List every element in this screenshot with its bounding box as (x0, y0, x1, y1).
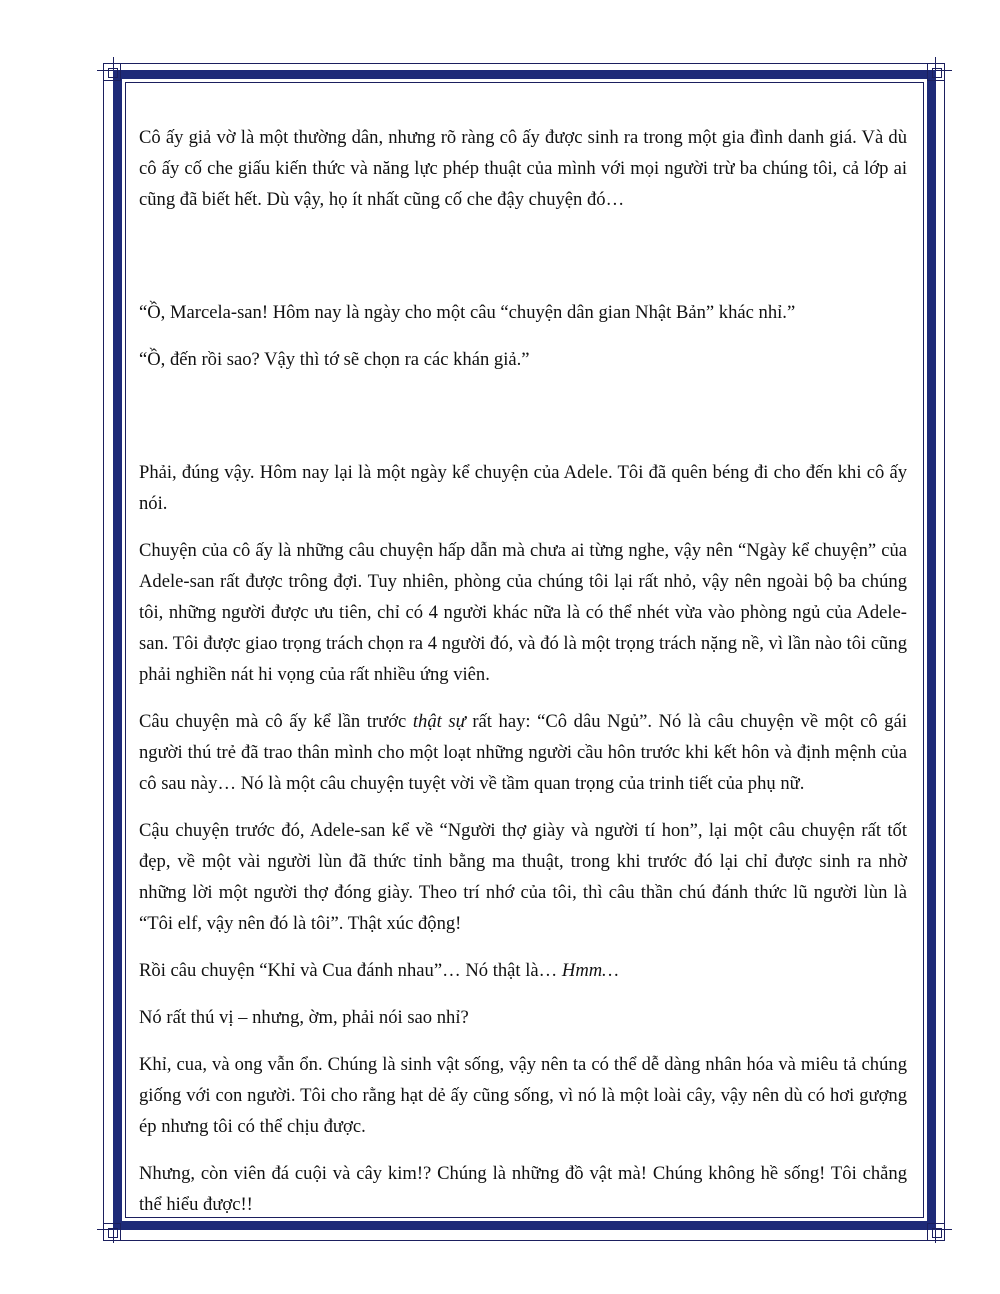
paragraph-text: Cô ấy giả vờ là một thường dân, nhưng rõ ràng cô ấy được sinh ra trong một gia đình danh giá. Và dù cô ấy cố che giấu kiến thức và năng lực phép thuật của mình với mọi người trừ ba chúng tôi, cả lớp ai cũng đã biết hết. Dù vậy, họ ít nhất cũng cố che đậy chuyện đó… (139, 127, 907, 210)
frame-tick (97, 70, 113, 71)
paragraph (139, 344, 907, 375)
paragraph (139, 815, 907, 939)
corner-ornament-top-right (927, 63, 945, 81)
frame-tick (113, 57, 114, 70)
emphasis-text: thật sự (412, 711, 466, 732)
paragraph-text: Cậu chuyện trước đó, Adele-san kể về “Người thợ giày và người tí hon”, lại một câu chuyện rất tốt đẹp, về một vài người lùn đã thức tỉnh bằng ma thuật, trong khi trước đó lại chỉ được sinh ra nhờ những lời một người thợ đóng giày. Theo trí nhớ của tôi, thì câu thần chú đánh thức lũ người lùn là “Tôi elf, vậy nên đó là tôi”. Thật xúc động! (139, 820, 907, 934)
frame-tick (113, 1230, 114, 1243)
paragraph-text: Nhưng, còn viên đá cuội và cây kim!? Chúng là những đồ vật mà! Chúng không hề sống! Tôi chẳng thể hiểu được!! (139, 1163, 907, 1215)
corner-ornament-top-left (103, 63, 121, 81)
paragraph (139, 1158, 907, 1220)
corner-ornament-bottom-right (927, 1223, 945, 1241)
paragraph-text: Câu chuyện mà cô ấy kể lần trước (139, 711, 413, 732)
frame-tick (936, 70, 952, 71)
dialogue-line: “Ồ, Marcela-san! Hôm nay là ngày cho một câu “chuyện dân gian Nhật Bản” khác nhỉ.” (139, 302, 796, 323)
document-body (139, 122, 907, 1236)
paragraph-text: Chuyện của cô ấy là những câu chuyện hấp dẫn mà chưa ai từng nghe, vậy nên “Ngày kể chuyện” của Adele-san rất được trông đợi. Tuy nhiên, phòng của chúng tôi lại rất nhỏ, vậy nên ngoài bộ ba chúng tôi, những người được ưu tiên, chỉ có 4 người khác nữa là có thể nhét vừa vào phòng ngủ của Adele-san. Tôi được giao trọng trách chọn ra 4 người đó, và đó là một trọng trách nặng nề, vì lần nào tôi cũng phải nghiền nát hi vọng của rất nhiều ứng viên. (139, 540, 907, 685)
emphasis-text: Hmm… (561, 960, 619, 981)
paragraph-text: Rồi câu chuyện “Khỉ và Cua đánh nhau”… Nó thật là… (139, 960, 562, 981)
frame-tick (935, 1230, 936, 1243)
paragraph-text: Khỉ, cua, và ong vẫn ổn. Chúng là sinh vật sống, vậy nên ta có thể dễ dàng nhân hóa và miêu tả chúng giống với con người. Tôi cho rằng hạt dẻ ấy cũng sống, vì nó là một loài cây, vậy nên dù có hơi gượng ép nhưng tôi có thể chịu được. (139, 1054, 907, 1137)
paragraph (139, 297, 907, 328)
paragraph (139, 122, 907, 215)
paragraph (139, 457, 907, 519)
dialogue-line: “Ồ, đến rồi sao? Vậy thì tớ sẽ chọn ra các khán giả.” (139, 349, 530, 370)
paragraph-text: Phải, đúng vậy. Hôm nay lại là một ngày kể chuyện của Adele. Tôi đã quên béng đi cho đến khi cô ấy nói. (139, 462, 907, 514)
paragraph (139, 1002, 907, 1033)
paragraph-text: rất hay: “Cô dâu Ngủ”. Nó là câu chuyện về một cô gái người thú trẻ đã trao thân mình cho một loạt những người cầu hôn trước khi kết hôn và định mệnh của cô sau này… Nó là một câu chuyện tuyệt vời về tầm quan trọng của trinh tiết của phụ nữ. (139, 711, 908, 794)
paragraph-text: Nó rất thú vị – nhưng, ờm, phải nói sao nhỉ? (139, 1007, 469, 1028)
frame-tick (935, 57, 936, 70)
frame-tick (936, 1229, 952, 1230)
paragraph (139, 535, 907, 690)
corner-ornament-bottom-left (103, 1223, 121, 1241)
frame-tick (97, 1229, 113, 1230)
paragraph (139, 1049, 907, 1142)
paragraph (139, 955, 907, 986)
paragraph (139, 706, 907, 799)
